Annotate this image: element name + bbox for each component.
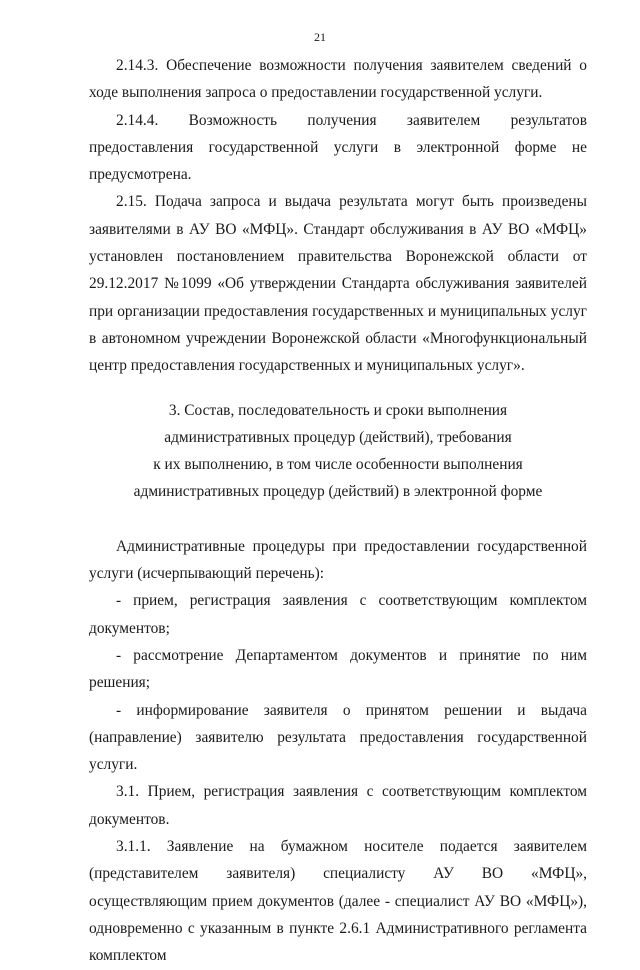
section-3-heading [89,397,587,506]
document-body [89,52,587,970]
paragraph-3-1: 3.1. Прием, регистрация заявления с соответствующим комплектом документов. [89,783,587,828]
paragraph-procedures-intro: Административные процедуры при предоставлении государственной услуги (исчерпывающий перечень): [89,537,587,583]
list-item-reception: - прием, регистрация заявления с соответствующим комплектом документов; [89,592,587,637]
page-number: 21 [314,30,326,44]
paragraph-3-1-1: 3.1.1. Заявление на бумажном носителе подается заявителем (представителем заявителя) специалисту АУ ВО «МФЦ», осуществляющим прием документов (далее - специалист АУ ВО «МФЦ»), одновременно с указанным в пункте 2.6.1 Административного регламента комплектом [89,838,587,965]
list-item-review: - рассмотрение Департаментом документов и принятие по ним решения; [89,646,587,692]
spacer [89,506,587,533]
section-heading-line: к их выполнению, в том числе особенности выполнения [153,456,523,474]
list-item-informing: - информирование заявителя о принятом решении и выдача (направление) заявителю результата предоставления государственной услуги. [89,701,587,774]
paragraph-2-15: 2.15. Подача запроса и выдача результата могут быть произведены заявителями в АУ ВО «МФЦ». Стандарт обслуживания в АУ ВО «МФЦ» установлен постановлением правительства Воронежской области от 29.12.2017 №1099 «Об утверждении Стандарта обслуживания заявителей при организации предоставления государственных и муниципальных услуг в автономном учреждении Воронежской области «Многофункциональный центр предоставления государственных и муниципальных услуг». [89,193,587,375]
section-heading-line: административных процедур (действий) в электронной форме [133,483,543,501]
paragraph-2-14-3: 2.14.3. Обеспечение возможности получения заявителем сведений о ходе выполнения запроса о предоставлении государственной услуги. [89,57,587,102]
section-heading-line: административных процедур (действий), требования [164,428,512,446]
paragraph-2-14-4: 2.14.4. Возможность получения заявителем результатов предоставления государственной услуги в электронной форме не предусмотрена. [89,111,587,184]
section-heading-line: 3. Состав, последовательность и сроки выполнения [168,401,508,419]
